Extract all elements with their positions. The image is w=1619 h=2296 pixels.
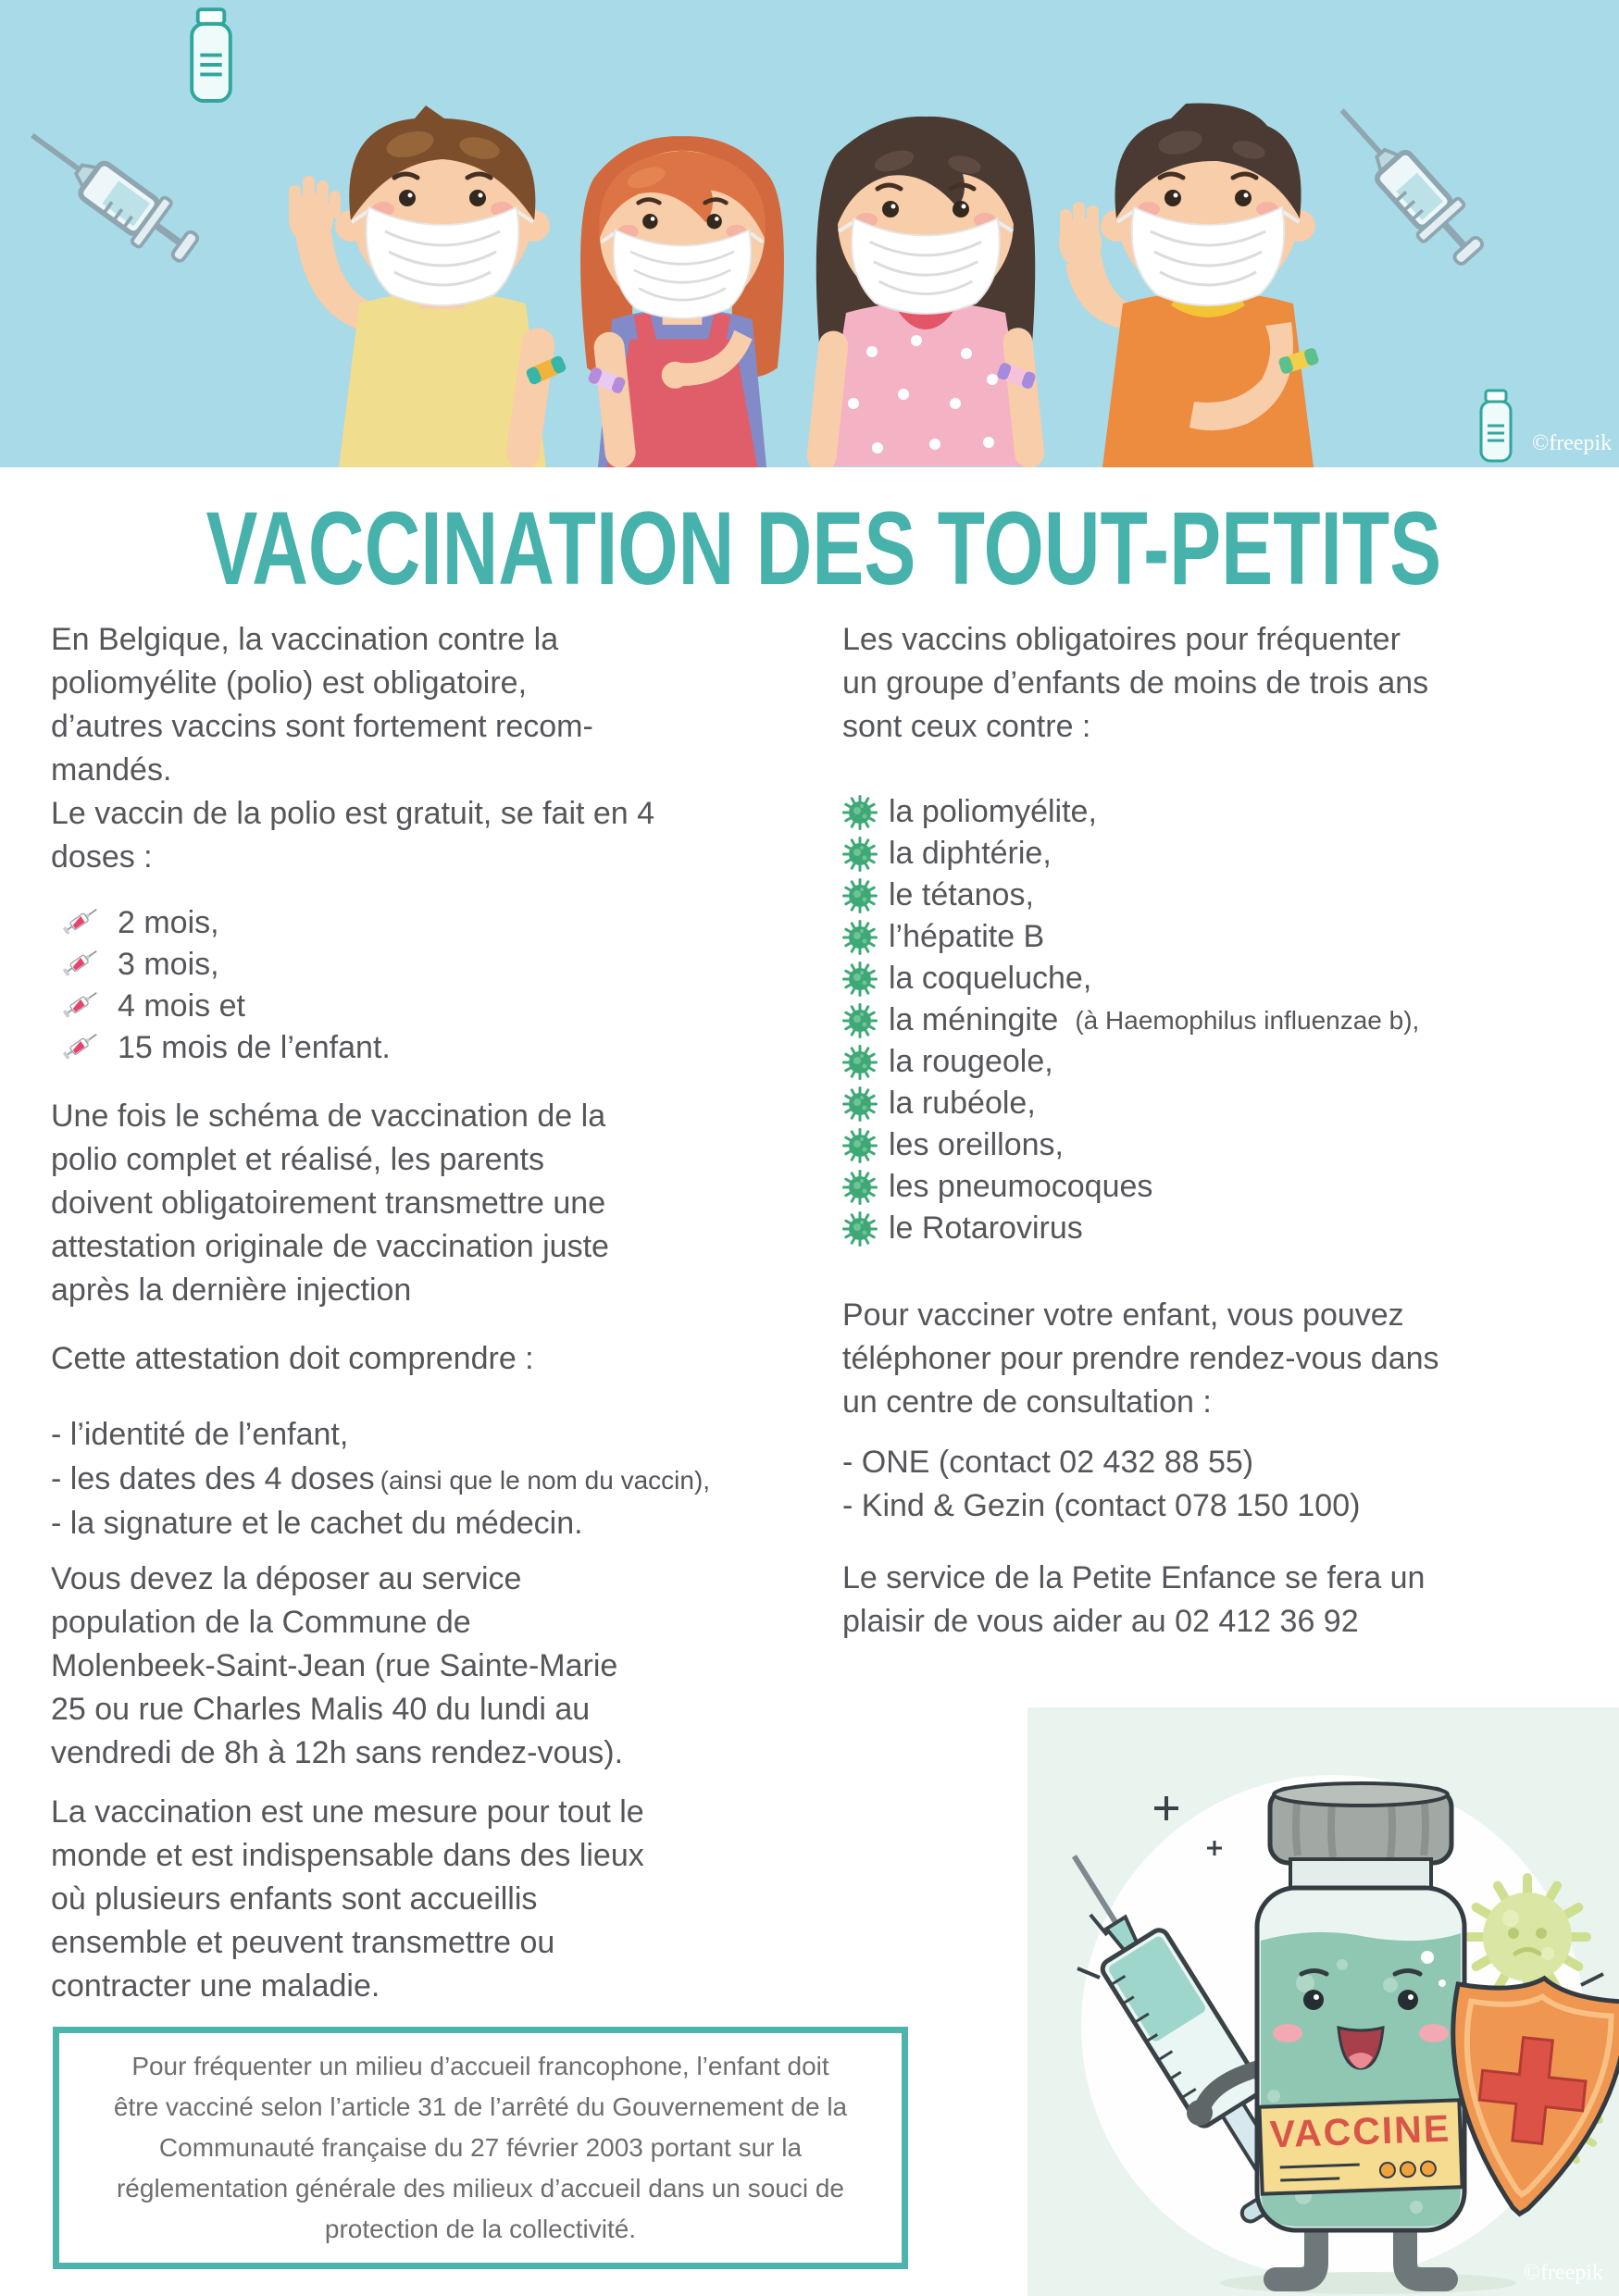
vial-icon-small: [1481, 391, 1511, 461]
attestation-item-note: (ainsi que le nom du vaccin),: [380, 1466, 711, 1495]
dose-list-item: [51, 986, 801, 1027]
child-figure-girl-orange-hair: [580, 136, 784, 467]
vaccine-name: la poliomyélite,: [889, 794, 1097, 829]
attestation-item: [51, 1458, 801, 1502]
virus-icon: [842, 1211, 878, 1247]
syringe-icon: [51, 908, 106, 939]
depot-paragraph: Vous devez la déposer au service population de la Commune de Molenbeek-Saint-Jean (rue Sainte-Marie 25 ou rue Charles Malis 40 du lundi au vendredi de 8h à 12h sans rendez-vous).: [51, 1561, 624, 1770]
dose-list-item: [51, 1027, 801, 1069]
dose-list: [51, 902, 801, 1069]
virus-icon: [842, 878, 878, 913]
vaccine-label-text: VACCINE: [1268, 2106, 1451, 2156]
child-figure-girl-pink-dress: [805, 117, 1046, 467]
vaccine-list-item: [842, 916, 1606, 958]
vaccines-intro-paragraph: Les vaccins obligatoires pour fréquenter un groupe d’enfants de moins de trois ans sont ceux contre :: [842, 622, 1429, 744]
vaccine-list-item: [842, 875, 1606, 916]
vaccine-name: le Rotarovirus: [889, 1210, 1083, 1246]
service-paragraph: Le service de la Petite Enfance se fera un plaisir de vous aider au 02 412 36 92: [842, 1560, 1426, 1639]
virus-icon: [842, 962, 878, 997]
rdv-paragraph: Pour vacciner votre enfant, vous pouvez téléphoner pour prendre rendez-vous dans un centre de consultation :: [842, 1297, 1439, 1420]
dose-list-item: [51, 944, 801, 986]
page-title: [0, 489, 1619, 608]
vaccine-list-item: [842, 791, 1606, 833]
notice-line: protection de la collectivité.: [324, 2215, 637, 2243]
vaccine-note: (à Haemophilus influenzae b),: [1075, 1006, 1420, 1035]
notice-line: réglementation générale des milieux d’accueil dans un souci de: [116, 2174, 845, 2203]
attestation-item: [51, 1413, 801, 1458]
vaccine-name: la rubéole,: [889, 1086, 1036, 1121]
credit-text: ©freepik: [1532, 431, 1613, 455]
schema-paragraph: Une fois le schéma de vaccination de la polio complet et réalisé, les parents doivent obligatoirement transmettre une attestation originale de vaccination juste après la dernière injection: [51, 1098, 609, 1308]
intro-paragraph: En Belgique, la vaccination contre la poliomyélite (polio) est obligatoire, d’autres vaccins sont fortement recom- mandés. Le vaccin de la polio est gratuit, se fait en 4 doses :: [51, 622, 655, 875]
dose-list-item: [51, 902, 801, 944]
virus-icon: [842, 1003, 878, 1038]
vaccine-name: les oreillons,: [889, 1127, 1064, 1162]
header-illustration-canvas: [0, 0, 1619, 467]
virus-icon: [842, 795, 878, 830]
attestation-item-text: - les dates des 4 doses: [51, 1461, 375, 1496]
attestation-item: [51, 1502, 801, 1546]
vaccine-list-item: [842, 1124, 1606, 1166]
syringe-icon: [51, 1033, 106, 1064]
notice-line: Communauté française du 27 février 2003 portant sur la: [158, 2133, 803, 2162]
vial-icon: [192, 9, 230, 101]
left-column: [51, 618, 801, 2008]
vaccine-name: la méningite: [889, 1002, 1059, 1037]
mesure-paragraph: La vaccination est une mesure pour tout le monde et est indispensable dans des lieux où plusieurs enfants sont accueillis ensemble et peuvent transmettre ou contracter une maladie.: [51, 1794, 644, 2004]
contact-kind-gezin: - Kind & Gezin (contact 078 150 100): [842, 1488, 1361, 1523]
virus-icon: [842, 1128, 878, 1163]
vaccine-name: la diphtérie,: [889, 836, 1052, 871]
notice-line: être vacciné selon l’article 31 de l’arrêté du Gouvernement de la: [113, 2092, 848, 2121]
right-column: [842, 618, 1606, 1644]
notice-line: Pour fréquenter un milieu d’accueil francophone, l’enfant doit: [131, 2052, 829, 2080]
vaccine-list-item: [842, 1041, 1606, 1083]
vaccine-list-item: [842, 1208, 1606, 1249]
vaccine-bottle-illustration: [1027, 1707, 1619, 2296]
dose-label: 4 mois et: [118, 988, 245, 1024]
vaccine-label: [1259, 2100, 1462, 2193]
virus-icon: [842, 837, 878, 872]
header-illustration: [0, 0, 1619, 467]
vaccine-list-item: [842, 833, 1606, 875]
vaccine-list-item: [842, 999, 1606, 1041]
vaccine-name: l’hépatite B: [889, 919, 1045, 954]
credit-text: ©freepik: [1523, 2261, 1603, 2285]
syringe-icon: [51, 991, 106, 1023]
notice-box: [53, 2027, 908, 2269]
attestation-item-text: - la signature et le cachet du médecin.: [51, 1506, 583, 1541]
vaccine-name: le tétanos,: [889, 877, 1034, 912]
dose-label: 3 mois,: [118, 947, 219, 982]
vaccine-list-item: [842, 958, 1606, 999]
vaccine-name: la rougeole,: [889, 1044, 1053, 1079]
virus-icon: [842, 1086, 878, 1122]
vaccine-list-item: [842, 1083, 1606, 1124]
attestation-heading: Cette attestation doit comprendre :: [51, 1341, 534, 1376]
contact-list: [842, 1441, 1606, 1528]
virus-icon: [842, 1170, 878, 1205]
vaccine-name: la coqueluche,: [889, 961, 1092, 996]
attestation-list: [51, 1413, 801, 1546]
syringe-icon: [51, 949, 106, 981]
vaccine-list: [842, 791, 1606, 1249]
vaccine-bottle-canvas: [1027, 1707, 1619, 2296]
vaccine-name: les pneumocoques: [889, 1169, 1153, 1204]
attestation-item-text: - l’identité de l’enfant,: [51, 1417, 349, 1452]
dose-label: 2 mois,: [118, 905, 219, 940]
page-title-text: VACCINATION DES TOUT-PETITS: [205, 490, 1442, 606]
dose-label: 15 mois de l’enfant.: [118, 1030, 391, 1065]
contact-one: - ONE (contact 02 432 88 55): [842, 1445, 1254, 1480]
virus-icon: [842, 1045, 878, 1080]
virus-icon: [842, 920, 878, 955]
vaccine-list-item: [842, 1166, 1606, 1208]
